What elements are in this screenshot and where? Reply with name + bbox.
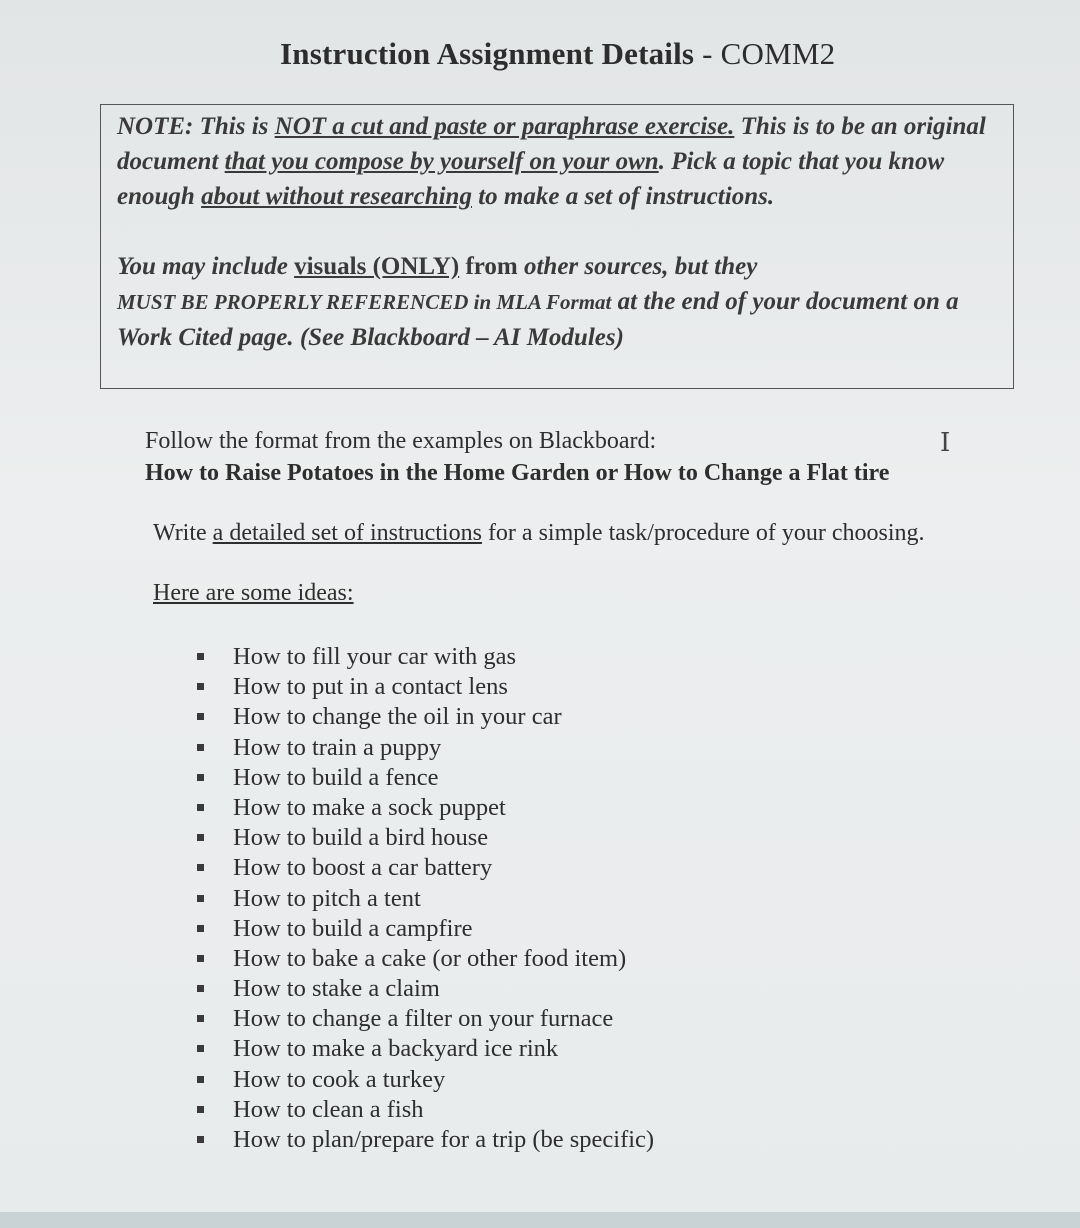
idea-label: How to change the oil in your car bbox=[233, 703, 562, 731]
ideas-heading: Here are some ideas: bbox=[153, 580, 354, 606]
idea-label: How to train a puppy bbox=[233, 733, 442, 761]
note-p2-caps-referenced: MUST BE PROPERLY REFERENCED in MLA Format bbox=[117, 290, 612, 314]
note-p1-emphasis-without-researching: about without researching bbox=[201, 183, 472, 210]
note-p1-text-d: to make a set of instructions. bbox=[471, 183, 775, 210]
square-bullet-icon bbox=[197, 1045, 204, 1052]
note-box bbox=[100, 104, 1014, 389]
note-p2-emphasis-visuals-only: visuals (ONLY) bbox=[294, 253, 460, 280]
idea-label: How to pitch a tent bbox=[233, 884, 421, 912]
title-separator: - bbox=[694, 36, 721, 71]
note-p1-text-c: . Pick a topic that you know enough bbox=[117, 148, 945, 210]
idea-label: How to change a filter on your furnace bbox=[233, 1005, 614, 1033]
idea-label: How to cook a turkey bbox=[233, 1065, 446, 1093]
write-instructions-text bbox=[153, 520, 924, 547]
idea-label: How to build a fence bbox=[233, 763, 439, 791]
idea-label: How to fill your car with gas bbox=[233, 643, 517, 670]
square-bullet-icon bbox=[197, 653, 204, 660]
square-bullet-icon bbox=[197, 985, 204, 992]
title-course: COMM2 bbox=[720, 36, 836, 71]
idea-label: How to make a sock puppet bbox=[233, 793, 506, 821]
note-p2-text-a: You may include bbox=[117, 253, 295, 280]
follow-format-text bbox=[145, 425, 889, 489]
square-bullet-icon bbox=[197, 744, 204, 751]
square-bullet-icon bbox=[197, 864, 204, 871]
note-p1-text-a: NOTE: This is bbox=[117, 113, 275, 140]
note-p1-emphasis-compose-yourself: that you compose by yourself on your own bbox=[224, 148, 659, 175]
note-p1-emphasis-not-cut-paste: NOT a cut and paste or paraphrase exercise. bbox=[274, 113, 735, 140]
idea-label: How to make a backyard ice rink bbox=[233, 1035, 559, 1063]
idea-label: How to bake a cake (or other food item) bbox=[233, 944, 627, 972]
square-bullet-icon bbox=[197, 895, 204, 902]
idea-label: How to stake a claim bbox=[233, 975, 440, 1003]
note-text bbox=[117, 109, 997, 355]
bottom-screen-edge bbox=[0, 1212, 1080, 1228]
idea-label: How to put in a contact lens bbox=[233, 673, 508, 701]
square-bullet-icon bbox=[197, 713, 204, 720]
square-bullet-icon bbox=[197, 1136, 204, 1143]
square-bullet-icon bbox=[197, 774, 204, 781]
text-cursor-icon: I bbox=[940, 428, 951, 458]
example-titles: How to Raise Potatoes in the Home Garden or How to Change a Flat tire bbox=[145, 460, 890, 486]
square-bullet-icon bbox=[197, 683, 204, 690]
note-paragraph-1 bbox=[117, 109, 997, 214]
idea-label: How to boost a car battery bbox=[233, 854, 493, 882]
note-paragraph-2 bbox=[117, 249, 997, 355]
idea-label: How to plan/prepare for a trip (be specific) bbox=[233, 1126, 655, 1153]
idea-label: How to build a bird house bbox=[233, 824, 489, 852]
write-emphasis-detailed-set: a detailed set of instructions bbox=[212, 520, 482, 546]
write-text-b: for a simple task/procedure of your choosing. bbox=[481, 520, 925, 546]
note-p1-text-b: This is to be an original document bbox=[117, 113, 986, 175]
idea-label: How to clean a fish bbox=[233, 1095, 424, 1123]
square-bullet-icon bbox=[197, 834, 204, 841]
note-p2-text-c: other sources, but they bbox=[523, 253, 758, 280]
square-bullet-icon bbox=[197, 955, 204, 962]
follow-line: Follow the format from the examples on Blackboard: bbox=[145, 428, 657, 454]
write-text-a: Write bbox=[153, 520, 213, 546]
square-bullet-icon bbox=[197, 1015, 204, 1022]
idea-label: How to build a campfire bbox=[233, 914, 473, 942]
square-bullet-icon bbox=[197, 804, 204, 811]
square-bullet-icon bbox=[197, 1106, 204, 1113]
square-bullet-icon bbox=[197, 925, 204, 932]
square-bullet-icon bbox=[197, 1076, 204, 1083]
title-main: Instruction Assignment Details bbox=[280, 36, 695, 71]
note-p2-text-b: from bbox=[459, 253, 524, 280]
note-p2-text-d: at the end of your document on a Work Cited page. (See Blackboard – AI Modules) bbox=[117, 288, 959, 351]
page-title bbox=[280, 36, 835, 72]
